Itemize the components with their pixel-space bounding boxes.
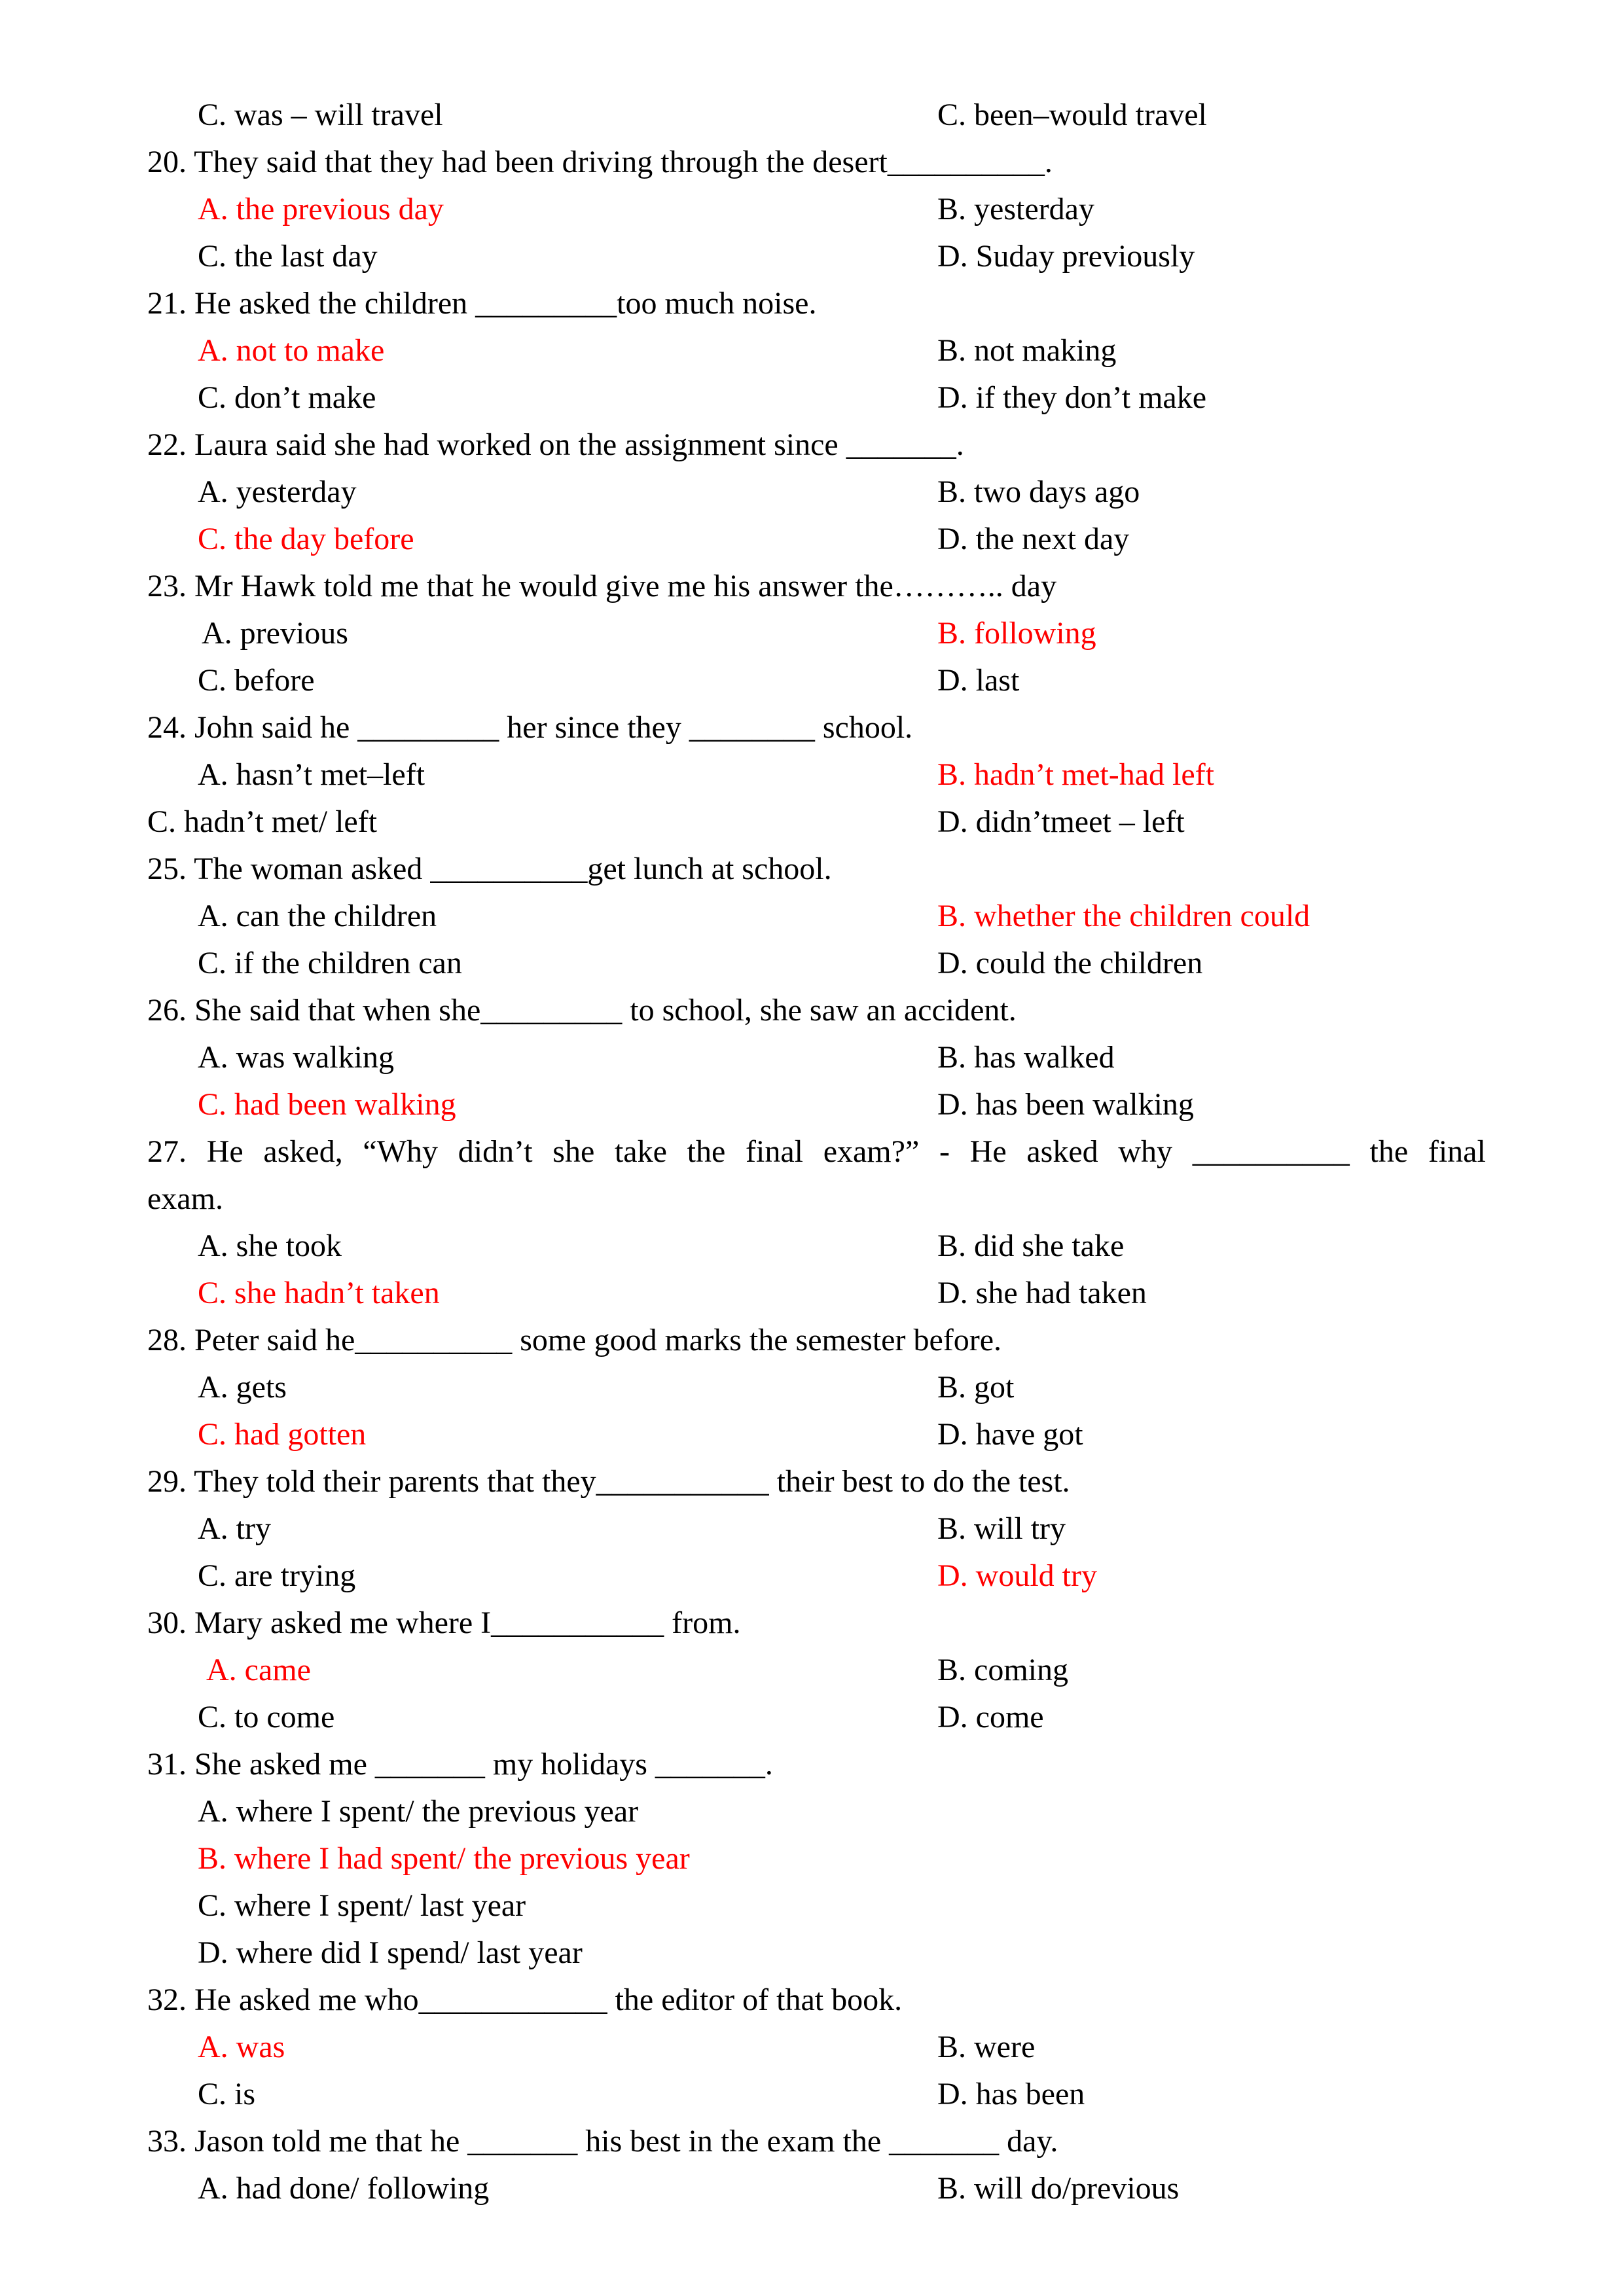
option-d: D. didn’tmeet – left (937, 804, 1185, 839)
question-stem (0, 2118, 1624, 2165)
option-a: A. hasn’t met–left (198, 757, 425, 792)
option-a: A. gets (198, 1370, 287, 1405)
option-row (0, 1835, 1624, 1882)
option-row (0, 1411, 1624, 1458)
stem-word: didn’t (458, 1134, 533, 1169)
option-d: D. have got (937, 1417, 1083, 1452)
option-c-correct: C. the day before (198, 522, 414, 556)
question-stem (0, 1458, 1624, 1505)
option-row (0, 1364, 1624, 1411)
option-row (0, 469, 1624, 516)
option-a-correct: A. the previous day (198, 192, 444, 226)
option-row (0, 2165, 1624, 2212)
stem-word: final (1428, 1134, 1486, 1169)
option-row (0, 2024, 1624, 2071)
option-row (0, 610, 1624, 657)
question-31-text: 31. She asked me _______ my holidays _______. (147, 1747, 773, 1782)
option-a: A. can the children (198, 899, 437, 933)
option-c-correct: C. had gotten (198, 1417, 367, 1452)
question-29-text: 29. They told their parents that they___________ their best to do the test. (147, 1464, 1070, 1499)
option-row (0, 374, 1624, 422)
option-row (0, 940, 1624, 987)
question-33-text: 33. Jason told me that he _______ his best in the exam the _______ day. (147, 2124, 1058, 2159)
option-row (0, 516, 1624, 563)
option-a: A. she took (198, 1229, 342, 1263)
option-c: C. hadn’t met/ left (147, 804, 378, 839)
question-stem (0, 139, 1624, 186)
option-b: B. did she take (937, 1229, 1125, 1263)
option-b: B. will do/previous (937, 2171, 1180, 2206)
option-b: B. coming (937, 1653, 1068, 1687)
option-d: D. she had taken (937, 1276, 1147, 1310)
option-b: B. two days ago (937, 475, 1140, 509)
option-d: D. come (937, 1700, 1044, 1734)
option-b: B. not making (937, 333, 1117, 368)
question-stem (0, 1128, 1624, 1175)
option-a: A. try (198, 1511, 271, 1546)
question-stem (0, 1741, 1624, 1788)
option-b-correct: B. following (937, 616, 1096, 651)
option-c: C. been–would travel (937, 98, 1207, 132)
option-row (0, 1505, 1624, 1552)
option-a-correct: A. came (206, 1653, 311, 1687)
stem-word: asked, (263, 1134, 343, 1169)
option-row (0, 1882, 1624, 1929)
stem-word: He (969, 1134, 1007, 1169)
stem-word: “Why (363, 1134, 439, 1169)
option-row (0, 1081, 1624, 1128)
stem-word: the (687, 1134, 726, 1169)
stem-word: He (206, 1134, 244, 1169)
option-d: D. last (937, 663, 1020, 698)
option-row (0, 1552, 1624, 1600)
option-row (0, 327, 1624, 374)
question-22-text: 22. Laura said she had worked on the assignment since _______. (147, 427, 964, 462)
question-stem (0, 1317, 1624, 1364)
option-c-correct: C. she hadn’t taken (198, 1276, 440, 1310)
option-b: B. yesterday (937, 192, 1094, 226)
option-row (0, 186, 1624, 233)
question-24-text: 24. John said he _________ her since they ________ school. (147, 710, 913, 745)
question-stem (0, 987, 1624, 1034)
option-b: B. got (937, 1370, 1015, 1405)
option-row (0, 1788, 1624, 1835)
option-a: A. yesterday (198, 475, 357, 509)
option-row (0, 1223, 1624, 1270)
stem-word: exam?” (823, 1134, 920, 1169)
question-25-text: 25. The woman asked __________get lunch at school. (147, 852, 832, 886)
question-23-text: 23. Mr Hawk told me that he would give me his answer the……….. day (147, 569, 1057, 603)
question-28-text: 28. Peter said he__________ some good marks the semester before. (147, 1323, 1002, 1357)
option-c: C. are trying (198, 1558, 356, 1593)
option-d: D. could the children (937, 946, 1203, 980)
question-stem (0, 563, 1624, 610)
option-a: A. was walking (198, 1040, 394, 1075)
question-stem (0, 1600, 1624, 1647)
option-a: A. had done/ following (198, 2171, 490, 2206)
option-c: C. the last day (198, 239, 378, 274)
option-c-correct: C. had been walking (198, 1087, 456, 1122)
question-stem (0, 846, 1624, 893)
option-b-correct: B. where I had spent/ the previous year (198, 1841, 690, 1876)
stem-word: take (614, 1134, 667, 1169)
option-c: C. where I spent/ last year (198, 1888, 526, 1923)
option-row (0, 751, 1624, 798)
option-d: D. where did I spend/ last year (198, 1935, 583, 1970)
option-row (0, 1694, 1624, 1741)
option-row (0, 893, 1624, 940)
option-d: D. the next day (937, 522, 1130, 556)
option-a: A. previous (202, 616, 348, 651)
question-stem (0, 704, 1624, 751)
question-21-text: 21. He asked the children _________too much noise. (147, 286, 817, 321)
option-b-correct: B. whether the children could (937, 899, 1310, 933)
stem-word: the (1369, 1134, 1409, 1169)
option-c: C. if the children can (198, 946, 462, 980)
option-c: C. don’t make (198, 380, 376, 415)
option-d: D. Suday previously (937, 239, 1195, 274)
option-row (0, 798, 1624, 846)
question-stem (0, 1977, 1624, 2024)
option-c: C. to come (198, 1700, 335, 1734)
option-c: C. is (198, 2077, 256, 2111)
stem-word: she (552, 1134, 595, 1169)
stem-word: asked (1026, 1134, 1098, 1169)
option-d-correct: D. would try (937, 1558, 1097, 1593)
question-27-text-cont: exam. (147, 1181, 223, 1216)
option-d: D. has been (937, 2077, 1085, 2111)
option-b: B. has walked (937, 1040, 1115, 1075)
option-row (0, 233, 1624, 280)
question-32-text: 32. He asked me who____________ the editor of that book. (147, 1982, 903, 2017)
option-row (0, 657, 1624, 704)
question-stem (0, 422, 1624, 469)
stem-word: why (1118, 1134, 1173, 1169)
option-d: D. has been walking (937, 1087, 1194, 1122)
option-a-correct: A. not to make (198, 333, 385, 368)
option-row (0, 1270, 1624, 1317)
option-row (0, 1647, 1624, 1694)
option-row (0, 1034, 1624, 1081)
option-b: B. will try (937, 1511, 1066, 1546)
question-30-text: 30. Mary asked me where I___________ from. (147, 1605, 741, 1640)
question-stem-continuation (0, 1175, 1624, 1223)
option-a-correct: A. was (198, 2030, 285, 2064)
option-row (0, 1929, 1624, 1977)
stem-word: __________ (1192, 1134, 1350, 1169)
option-a: A. where I spent/ the previous year (198, 1794, 639, 1829)
option-d: D. if they don’t make (937, 380, 1207, 415)
stem-word: - (939, 1134, 950, 1169)
option-row (0, 92, 1624, 139)
question-20-text: 20. They said that they had been driving through the desert__________. (147, 145, 1053, 179)
stem-word: final (746, 1134, 803, 1169)
question-stem (0, 280, 1624, 327)
option-b: B. were (937, 2030, 1036, 2064)
option-c: C. before (198, 663, 315, 698)
question-27-text (147, 1128, 1486, 1175)
stem-word: 27. (147, 1134, 187, 1169)
option-c: C. was – will travel (198, 98, 443, 132)
option-b-correct: B. hadn’t met-had left (937, 757, 1214, 792)
option-row (0, 2071, 1624, 2118)
question-26-text: 26. She said that when she_________ to school, she saw an accident. (147, 993, 1017, 1028)
